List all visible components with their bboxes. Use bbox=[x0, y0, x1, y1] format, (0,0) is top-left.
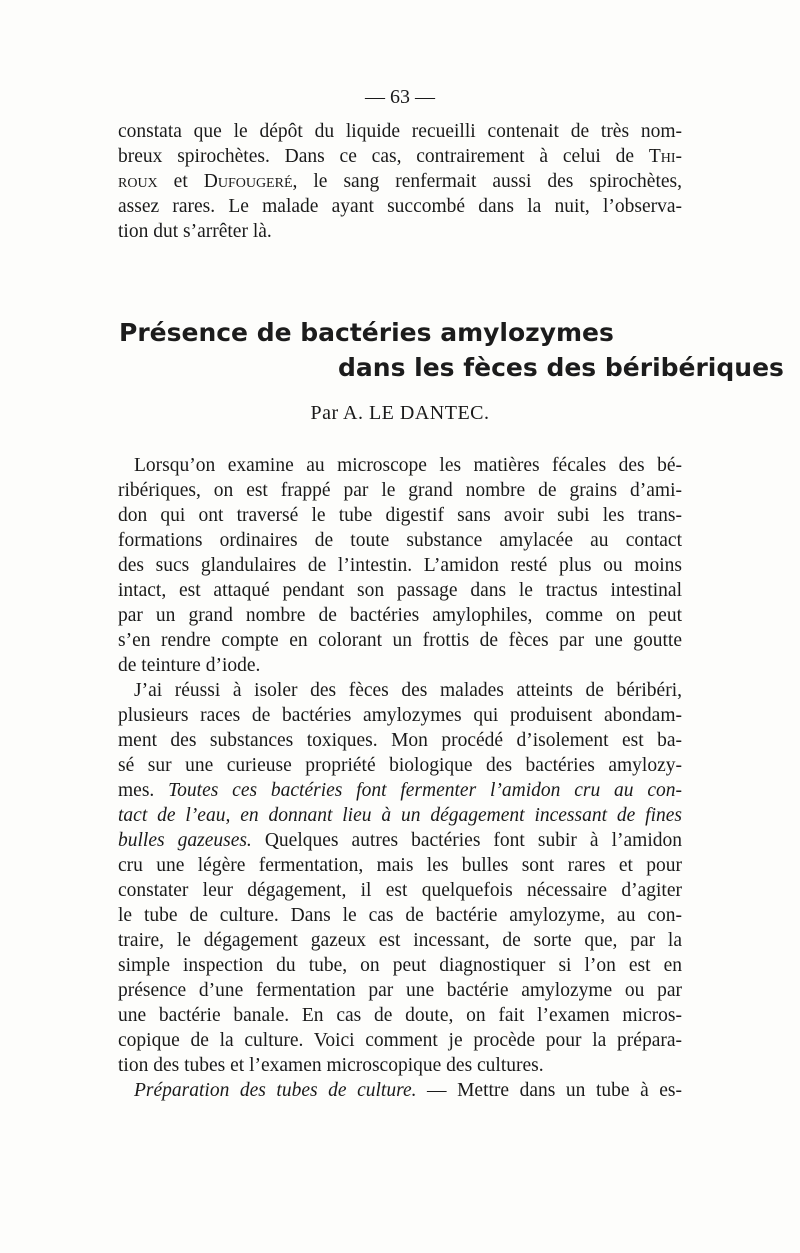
text-line: une bactérie banale. En cas de doute, on fait l’examen micros- bbox=[118, 1005, 682, 1026]
text-line bbox=[134, 1079, 682, 1103]
author-name: Thi- bbox=[648, 146, 683, 167]
byline: Par A. LE DANTEC. bbox=[310, 402, 490, 424]
text-line: constater leur dégagement, il est quelquefois nécessaire d’agiter bbox=[118, 880, 682, 901]
text-line: de teinture d’iode. bbox=[118, 655, 261, 676]
text-line bbox=[118, 779, 682, 803]
emphasis-text: Toutes ces bactéries font fermenter l’amidon cru au con- bbox=[168, 780, 683, 801]
text-line: ment des substances toxiques. Mon procédé d’isolement est ba- bbox=[118, 730, 682, 751]
text-line: traire, le dégagement gazeux est incessant, de sorte que, par la bbox=[118, 930, 682, 951]
article-title-line-1: Présence de bactéries amylozymes bbox=[119, 318, 614, 347]
emphasis-text: bulles gazeuses. bbox=[118, 830, 252, 851]
text-line bbox=[118, 145, 682, 169]
text-line: présence d’une fermentation par une bactérie amylozyme ou par bbox=[118, 980, 682, 1001]
text-line bbox=[118, 170, 682, 194]
text-line: plusieurs races de bactéries amylozymes qui produisent abondam- bbox=[118, 705, 682, 726]
text-line: Lorsqu’on examine au microscope les matières fécales des bé- bbox=[134, 455, 682, 476]
text-line bbox=[118, 804, 682, 828]
text-line: copique de la culture. Voici comment je procède pour la prépara- bbox=[118, 1030, 682, 1051]
emphasis-text: tact de l’eau, en donnant lieu à un dégagement incessant de fines bbox=[118, 805, 682, 826]
text-span: Quelques autres bactéries font subir à l’amidon bbox=[264, 830, 682, 851]
text-line: assez rares. Le malade ayant succombé dans la nuit, l’observa- bbox=[118, 196, 682, 217]
text-line bbox=[118, 829, 682, 853]
section-heading-italic: Préparation des tubes de culture. bbox=[134, 1080, 417, 1101]
text-span: et bbox=[173, 171, 188, 192]
text-line: tion des tubes et l’examen microscopique des cultures. bbox=[118, 1055, 544, 1076]
text-span: le sang renfermait aussi des spirochètes, bbox=[313, 171, 682, 192]
text-line: cru une légère fermentation, mais les bulles sont rares et pour bbox=[118, 855, 682, 876]
text-span: mes. bbox=[118, 780, 155, 801]
text-line: s’en rendre compte en colorant un frottis de fèces par une goutte bbox=[118, 630, 682, 651]
page-number: — 63 — bbox=[365, 86, 435, 108]
text-line: ribériques, on est frappé par le grand nombre de grains d’ami- bbox=[118, 480, 682, 501]
text-line: des sucs glandulaires de l’intestin. L’amidon resté plus ou moins bbox=[118, 555, 682, 576]
text-line: le tube de culture. Dans le cas de bactérie amylozyme, au con- bbox=[118, 905, 682, 926]
text-span: — Mettre dans un tube à es- bbox=[427, 1080, 683, 1101]
text-line: intact, est attaqué pendant son passage dans le tractus intestinal bbox=[118, 580, 682, 601]
author-name: Dufougeré, bbox=[203, 171, 298, 192]
author-name: roux bbox=[118, 171, 158, 192]
text-line: formations ordinaires de toute substance amylacée au contact bbox=[118, 530, 682, 551]
text-line: simple inspection du tube, on peut diagnostiquer si l’on est en bbox=[118, 955, 682, 976]
text-line: don qui ont traversé le tube digestif sans avoir subi les trans- bbox=[118, 505, 682, 526]
text-line: tion dut s’arrêter là. bbox=[118, 221, 272, 242]
text-span: breux spirochètes. Dans ce cas, contrairement à celui de bbox=[118, 146, 634, 167]
article-title-line-2: dans les fèces des béribériques bbox=[338, 353, 784, 382]
text-line: par un grand nombre de bactéries amylophiles, comme on peut bbox=[118, 605, 682, 626]
text-line: sé sur une curieuse propriété biologique des bactéries amylozy- bbox=[118, 755, 682, 776]
text-line: constata que le dépôt du liquide recueilli contenait de très nom- bbox=[118, 121, 682, 142]
text-line: J’ai réussi à isoler des fèces des malades atteints de béribéri, bbox=[134, 680, 682, 701]
